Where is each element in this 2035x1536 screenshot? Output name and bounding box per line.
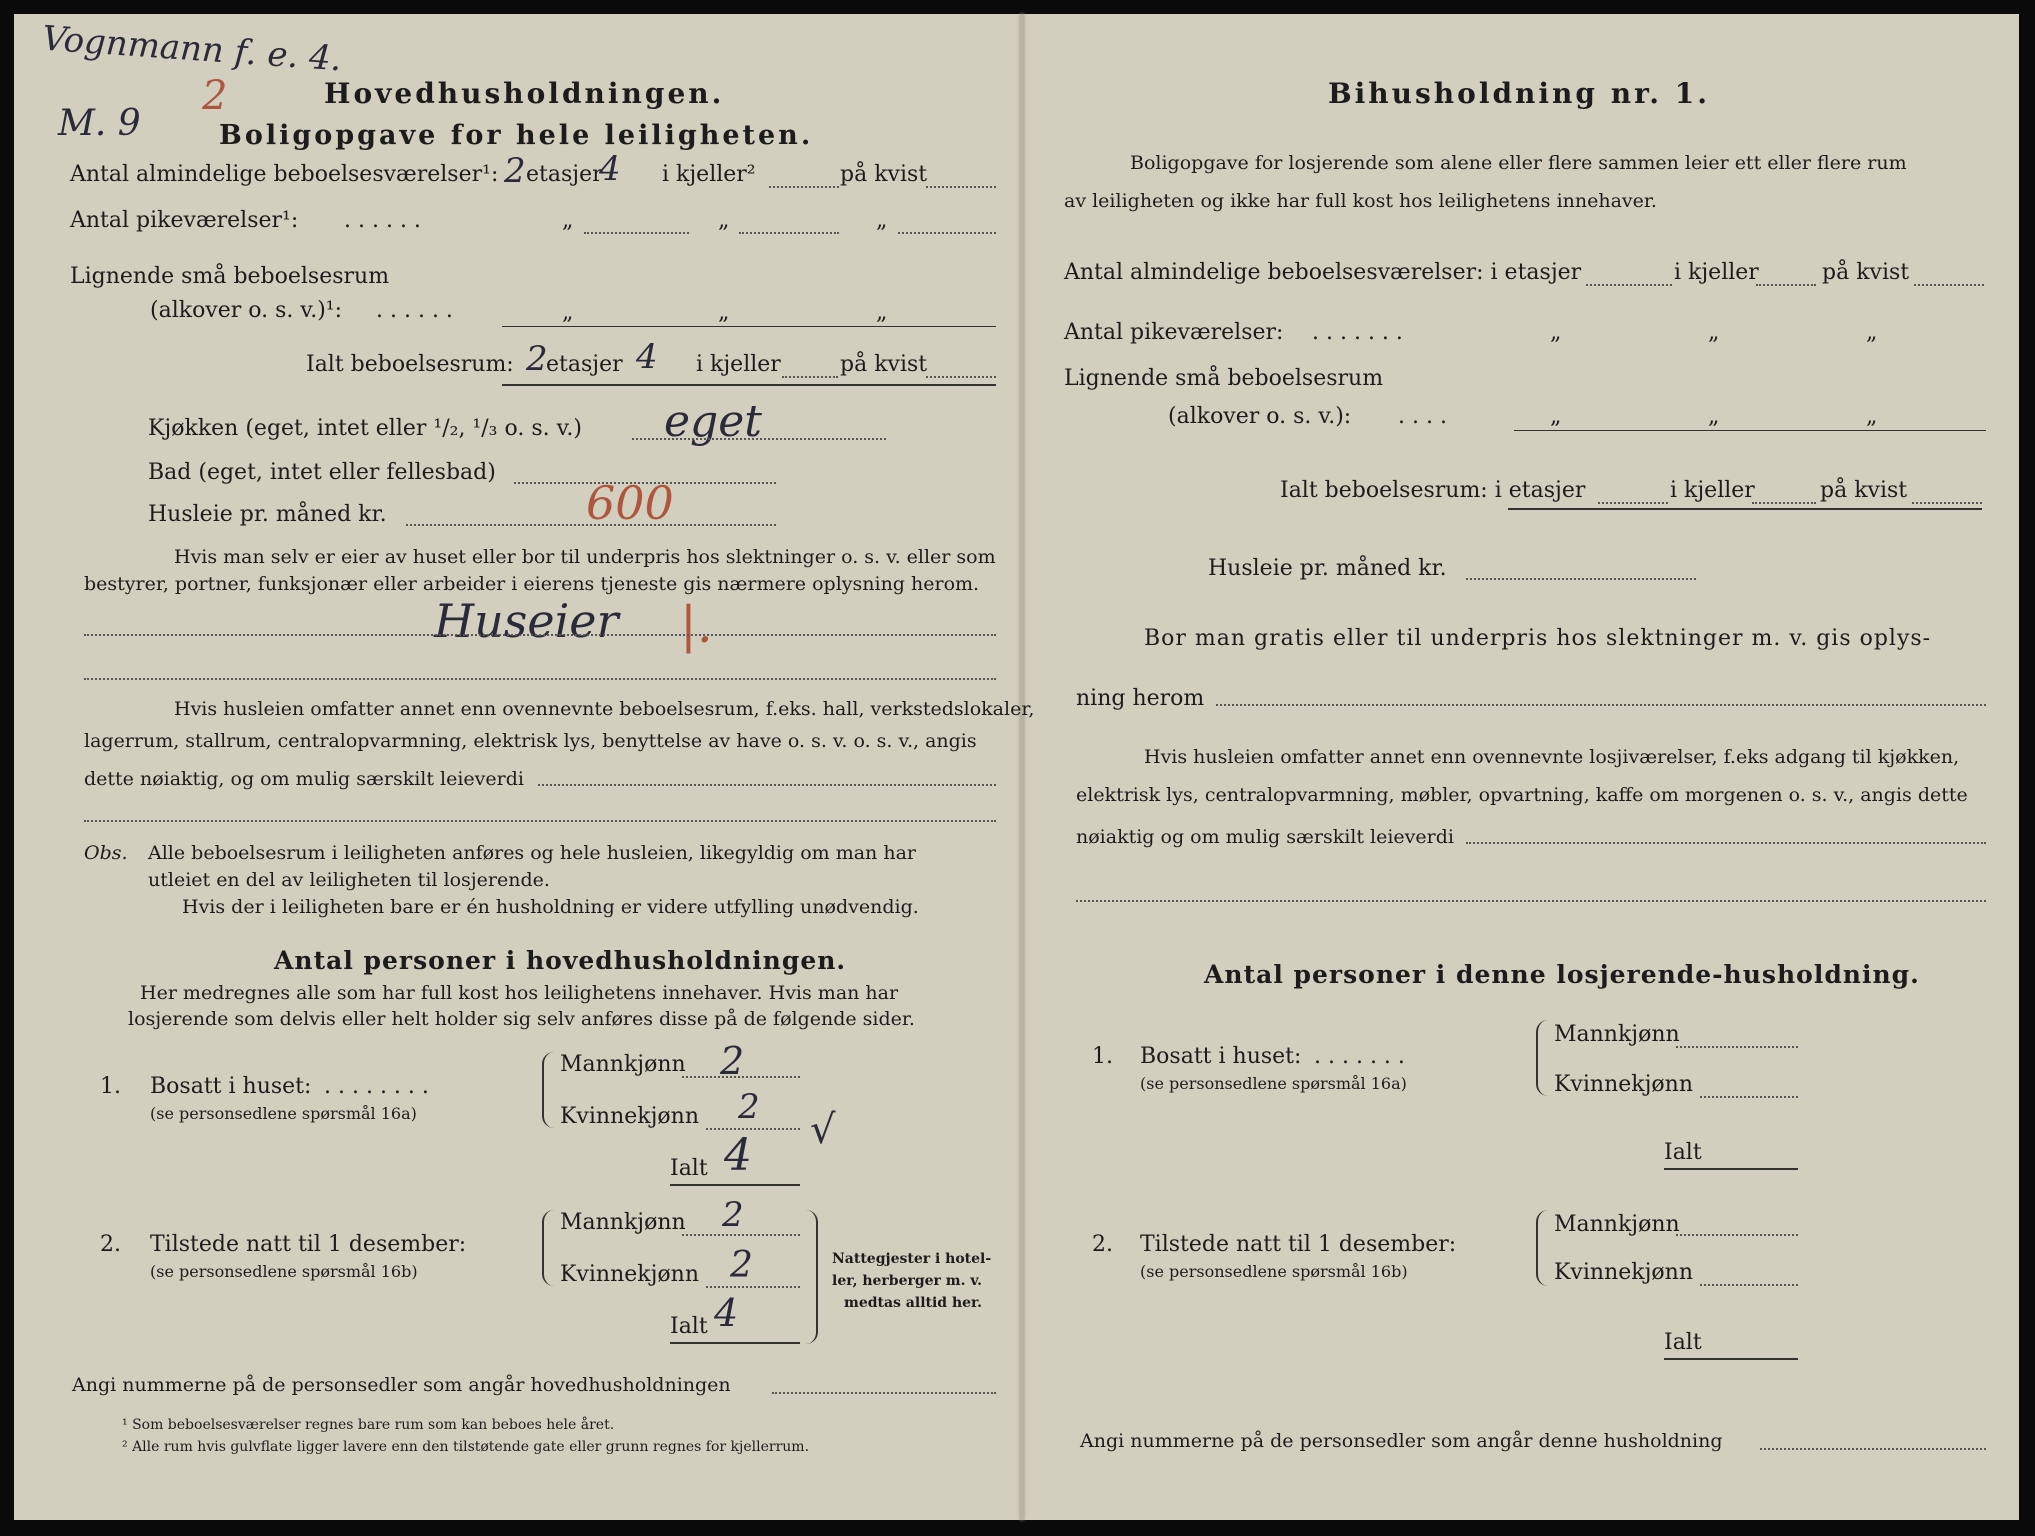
r-maid-rooms-label: Antal pikeværelser: <box>1064 320 1284 345</box>
gratis-field <box>1216 704 1986 706</box>
handwritten-check: √ <box>810 1107 836 1153</box>
etasjer-label: etasjer <box>526 162 603 187</box>
total-rule <box>1664 1168 1798 1170</box>
kitchen-label: Kjøkken (eget, intet eller ¹/₂, ¹/₃ o. s. v.) <box>148 416 582 441</box>
obs-text-3: Hvis der i leiligheten bare er én husholdning er videre utfylling unødvendig. <box>182 896 919 918</box>
ialt-label: Ialt <box>670 1156 708 1181</box>
kvist-field <box>926 186 996 188</box>
ditto-mark: „ <box>562 208 574 233</box>
ditto-mark: „ <box>1550 320 1562 345</box>
handwritten-rent: 600 <box>586 476 674 530</box>
rule <box>1514 430 1986 431</box>
handwritten-total-rooms: 2 <box>526 339 548 379</box>
female-label: Kvinnekjønn <box>1554 1260 1693 1285</box>
kjeller-label: i kjeller <box>696 352 781 377</box>
kvist-label: på kvist <box>1822 260 1910 285</box>
field <box>682 1234 800 1236</box>
field <box>1914 284 1984 286</box>
female-label: Kvinnekjønn <box>560 1104 699 1129</box>
gratis-text-2: ning herom <box>1076 686 1205 711</box>
dots: . . . . . . . <box>1314 1044 1405 1069</box>
note-1: Nattegjester i hotel- <box>832 1251 992 1267</box>
q2-number: 2. <box>100 1232 121 1257</box>
handwritten-q2-male: 2 <box>722 1195 744 1235</box>
ialt-label: Ialt <box>670 1314 708 1339</box>
r-rent-label: Husleie pr. måned kr. <box>1208 556 1447 581</box>
r-extra-1: Hvis husleien omfatter annet enn ovennevnte losjiværelser, f.eks adgang til kjøkken, <box>1144 746 1960 768</box>
kvist-label: på kvist <box>840 162 928 187</box>
male-label: Mannkjønn <box>1554 1022 1680 1047</box>
rent-field <box>406 524 776 526</box>
field <box>926 376 996 378</box>
etasjer-label: etasjer <box>546 352 623 377</box>
intro-1: Boligopgave for losjerende som alene eller flere sammen leier ett eller flere rum <box>1130 152 1907 174</box>
handwritten-kitchen: eget <box>664 396 762 447</box>
persons-title: Antal personer i hovedhusholdningen. <box>274 946 847 975</box>
ditto-mark: „ <box>1708 404 1720 429</box>
owner-text-1: Hvis man selv er eier av huset eller bor til underpris hos slektninger o. s. v. eller som <box>174 546 996 568</box>
obs-text-2: utleiet en del av leiligheten til losjerende. <box>148 869 550 891</box>
r-q1-label: Bosatt i huset: <box>1140 1044 1302 1069</box>
field <box>1700 1284 1798 1286</box>
right-title: Bihusholdning nr. 1. <box>1328 77 1710 110</box>
kjeller-field <box>769 186 839 188</box>
extra-text-2: lagerrum, stallrum, centralopvarmning, elektrisk lys, benyttelse av have o. s. v. o. s. v., angis <box>84 730 977 752</box>
female-label: Kvinnekjønn <box>560 1262 699 1287</box>
field <box>1586 284 1672 286</box>
extra-text-1: Hvis husleien omfatter annet enn ovennevnte beboelsesrum, f.eks. hall, verkstedslokaler, <box>174 698 1035 720</box>
ditto-mark: „ <box>1708 320 1720 345</box>
r-q2-sub: (se personsedlene spørsmål 16b) <box>1140 1262 1408 1281</box>
owner-text-2: bestyrer, portner, funksjonær eller arbeider i eierens tjeneste gis nærmere oplysning herom. <box>84 573 980 595</box>
field <box>1752 502 1816 504</box>
kjeller-label: i kjeller <box>1670 478 1755 503</box>
rooms-label: Antal almindelige beboelsesværelser¹: <box>70 162 499 187</box>
r-rooms-label: Antal almindelige beboelsesværelser: i etasjer <box>1064 260 1582 285</box>
left-subtitle: Boligopgave for hele leiligheten. <box>219 120 814 151</box>
page-fold <box>1020 14 1024 1520</box>
handwritten-q2-female: 2 <box>730 1245 753 1286</box>
r-extra-2: elektrisk lys, centralopvarmning, møbler, opvartning, kaffe om morgenen o. s. v., angis dette <box>1076 784 1968 806</box>
extra-text-3: dette nøiaktig, og om mulig særskilt leieverdi <box>84 768 524 790</box>
q1-sub: (se personsedlene spørsmål 16a) <box>150 1104 417 1123</box>
field <box>1676 1046 1798 1048</box>
angi-field <box>1760 1448 1986 1450</box>
ditto-mark: „ <box>718 300 730 325</box>
alcove-label: (alkover o. s. v.)¹: <box>150 298 343 323</box>
ditto-mark: „ <box>876 300 888 325</box>
r-small-rooms-label: Lignende små beboelsesrum <box>1064 366 1384 391</box>
extra-field <box>1466 842 1986 844</box>
handwritten-corner-note: Vognmann f. e. 4. <box>40 18 343 80</box>
brace <box>542 1210 554 1286</box>
ditto-mark: „ <box>876 208 888 233</box>
obs-text-1: Alle beboelsesrum i leiligheten anføres og hele husleien, likegyldig om man har <box>148 842 916 864</box>
note-2: ler, herberger m. v. <box>832 1273 982 1289</box>
total-rule <box>670 1342 800 1344</box>
bath-label: Bad (eget, intet eller fellesbad) <box>148 460 496 485</box>
kvist-label: på kvist <box>840 352 928 377</box>
alcove-label: (alkover o. s. v.): <box>1168 404 1352 429</box>
left-title: Hovedhusholdningen. <box>324 77 725 110</box>
persons-text-2: losjerende som delvis eller helt holder sig selv anføres disse på de følgende sider. <box>128 1008 915 1030</box>
handwritten-q1-total: 4 <box>724 1130 752 1181</box>
footnote-2: ² Alle rum hvis gulvflate ligger lavere enn den tilstøtende gate eller grunn regnes for kjellerrum. <box>122 1439 810 1455</box>
r-total-rooms-label: Ialt beboelsesrum: i etasjer <box>1280 478 1586 503</box>
field <box>1912 502 1982 504</box>
field <box>584 232 689 234</box>
small-rooms-label: Lignende små beboelsesrum <box>70 264 390 289</box>
total-rule <box>1664 1358 1798 1360</box>
field <box>682 1076 800 1078</box>
dots: . . . . . . <box>344 208 421 233</box>
q1-label: Bosatt i huset: <box>150 1074 312 1099</box>
brace <box>1536 1020 1548 1096</box>
r-extra-3: nøiaktig og om mulig særskilt leieverdi <box>1076 826 1454 848</box>
dots: . . . . <box>1398 404 1447 429</box>
persons-text-1: Her medregnes alle som har full kost hos leilighetens innehaver. Hvis man har <box>140 982 899 1004</box>
field <box>706 1286 800 1288</box>
handwritten-owner-mark: |. <box>680 596 713 654</box>
field <box>782 376 838 378</box>
q2-number: 2. <box>1092 1232 1113 1257</box>
ditto-mark: „ <box>562 300 574 325</box>
angi-label: Angi nummerne på de personsedler som angår hovedhusholdningen <box>72 1374 731 1396</box>
q2-label: Tilstede natt til 1 desember: <box>150 1232 467 1257</box>
extra-field-2 <box>1076 900 1986 902</box>
total-rule <box>502 384 996 386</box>
kjeller-label: i kjeller² <box>662 162 756 187</box>
r-angi-label: Angi nummerne på de personsedler som angår denne husholdning <box>1080 1430 1723 1452</box>
total-rule <box>1508 508 1982 510</box>
total-rule <box>670 1184 800 1186</box>
intro-2: av leiligheten og ikke har full kost hos leilighetens innehaver. <box>1064 190 1657 212</box>
female-label: Kvinnekjønn <box>1554 1072 1693 1097</box>
kvist-label: på kvist <box>1820 478 1908 503</box>
r-q1-sub: (se personsedlene spørsmål 16a) <box>1140 1074 1407 1093</box>
field <box>1598 502 1668 504</box>
obs-label: Obs. <box>84 842 128 864</box>
handwritten-corner-mark: M. 9 <box>58 103 141 144</box>
field <box>739 232 839 234</box>
rule <box>502 326 996 327</box>
field <box>1676 1234 1798 1236</box>
male-label: Mannkjønn <box>560 1210 686 1235</box>
rent-label: Husleie pr. måned kr. <box>148 502 387 527</box>
total-rooms-label: Ialt beboelsesrum: <box>306 352 514 377</box>
maid-rooms-label: Antal pikeværelser¹: <box>70 208 299 233</box>
field <box>898 232 996 234</box>
ditto-mark: „ <box>1866 320 1878 345</box>
handwritten-owner: Huseier <box>434 594 619 648</box>
male-label: Mannkjønn <box>560 1052 686 1077</box>
footnote-1: ¹ Som beboelsesværelser regnes bare rum som kan beboes hele året. <box>122 1417 615 1433</box>
field <box>1700 1096 1798 1098</box>
ditto-mark: „ <box>1866 404 1878 429</box>
dots: . . . . . . <box>376 298 453 323</box>
dots: . . . . . . . . <box>324 1074 429 1099</box>
q1-number: 1. <box>100 1074 121 1099</box>
r-q2-label: Tilstede natt til 1 desember: <box>1140 1232 1457 1257</box>
handwritten-red-number: 2 <box>202 73 228 119</box>
ialt-label: Ialt <box>1664 1140 1702 1165</box>
ditto-mark: „ <box>1550 404 1562 429</box>
angi-field <box>772 1392 996 1394</box>
handwritten-floor: 4 <box>599 149 621 189</box>
handwritten-q1-female: 2 <box>738 1087 760 1127</box>
brace <box>542 1052 554 1128</box>
male-label: Mannkjønn <box>1554 1212 1680 1237</box>
handwritten-q2-total: 4 <box>714 1291 739 1335</box>
field <box>706 1128 800 1130</box>
handwritten-rooms: 2 <box>504 151 526 191</box>
dots: . . . . . . . <box>1312 320 1403 345</box>
brace-right <box>804 1210 818 1344</box>
handwritten-total-floor: 4 <box>636 337 658 377</box>
brace <box>1536 1210 1548 1286</box>
gratis-text-1: Bor man gratis eller til underpris hos slektninger m. v. gis oplys- <box>1144 626 1932 651</box>
owner-field <box>84 634 996 636</box>
field <box>1756 284 1816 286</box>
census-form-sheet <box>14 14 2019 1520</box>
ditto-mark: „ <box>718 208 730 233</box>
extra-field-2 <box>84 820 996 822</box>
handwritten-q1-male: 2 <box>720 1039 745 1083</box>
owner-field-2 <box>84 678 996 680</box>
q2-sub: (se personsedlene spørsmål 16b) <box>150 1262 418 1281</box>
r-persons-title: Antal personer i denne losjerende-husholdning. <box>1204 960 1920 989</box>
kitchen-field <box>632 438 886 440</box>
ialt-label: Ialt <box>1664 1330 1702 1355</box>
kjeller-label: i kjeller <box>1674 260 1759 285</box>
extra-field <box>538 784 996 786</box>
note-3: medtas alltid her. <box>844 1295 983 1311</box>
rent-field <box>1466 578 1696 580</box>
q1-number: 1. <box>1092 1044 1113 1069</box>
